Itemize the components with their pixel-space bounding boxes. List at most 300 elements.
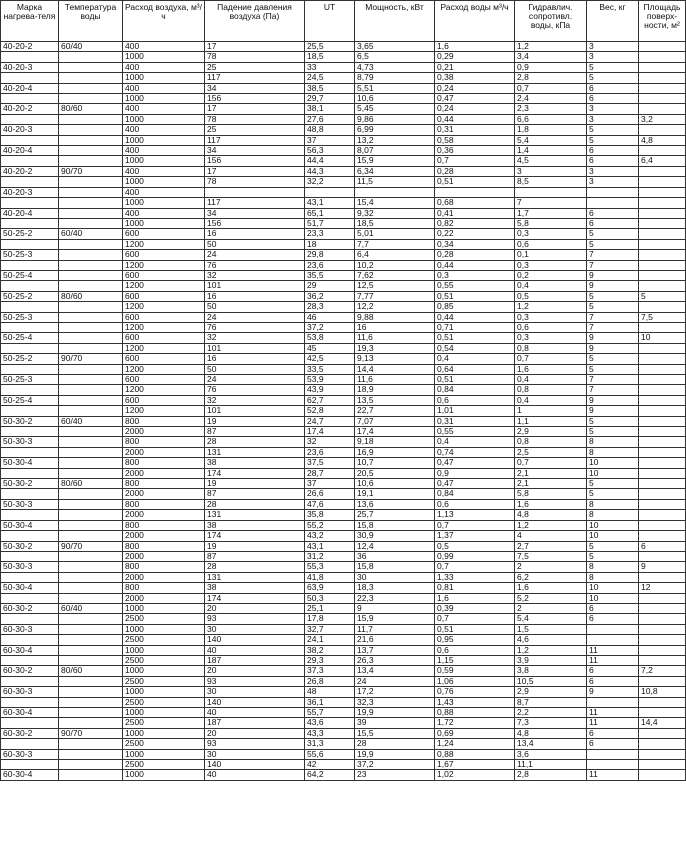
table-row <box>1 135 686 145</box>
cell-heater-model: 50-30-4 <box>1 583 59 593</box>
cell-power: 9,18 <box>355 437 435 447</box>
cell-water-flow: 0,6 <box>435 499 515 509</box>
cell-water-resistance: 0,4 <box>515 375 587 385</box>
table-row <box>1 416 686 426</box>
cell-water-resistance: 1,6 <box>515 583 587 593</box>
cell-air-flow: 1000 <box>123 218 205 228</box>
cell-water-flow: 0,4 <box>435 437 515 447</box>
cell-air-flow: 2000 <box>123 489 205 499</box>
cell-air-pressure-drop: 19 <box>205 416 305 426</box>
cell-heater-model <box>1 52 59 62</box>
cell-power: 16,9 <box>355 447 435 457</box>
cell-heater-model <box>1 302 59 312</box>
cell-power <box>355 187 435 197</box>
cell-power: 19,9 <box>355 708 435 718</box>
cell-power: 10,7 <box>355 458 435 468</box>
cell-ut: 27,6 <box>305 114 355 124</box>
cell-water-resistance: 2,9 <box>515 687 587 697</box>
cell-water-resistance: 1,2 <box>515 645 587 655</box>
table-row <box>1 718 686 728</box>
table-row <box>1 458 686 468</box>
cell-water-temperature <box>59 73 123 83</box>
cell-power: 9,32 <box>355 208 435 218</box>
cell-air-flow: 1000 <box>123 770 205 780</box>
cell-weight: 10 <box>587 583 639 593</box>
cell-weight: 5 <box>587 416 639 426</box>
header-ut: UT <box>305 1 355 42</box>
cell-weight: 5 <box>587 229 639 239</box>
cell-water-temperature <box>59 531 123 541</box>
cell-weight: 11 <box>587 770 639 780</box>
cell-ut: 23,3 <box>305 229 355 239</box>
cell-heater-model: 40-20-4 <box>1 146 59 156</box>
table-row <box>1 239 686 249</box>
cell-water-temperature <box>59 427 123 437</box>
cell-air-flow: 1200 <box>123 260 205 270</box>
cell-air-flow: 2500 <box>123 718 205 728</box>
cell-air-flow: 2500 <box>123 676 205 686</box>
cell-heater-model <box>1 94 59 104</box>
cell-power: 11,7 <box>355 624 435 634</box>
table-row <box>1 479 686 489</box>
cell-water-temperature <box>59 718 123 728</box>
cell-power: 7,62 <box>355 270 435 280</box>
cell-ut: 17,8 <box>305 614 355 624</box>
cell-power: 18,9 <box>355 385 435 395</box>
cell-water-resistance: 7,5 <box>515 551 587 561</box>
table-row <box>1 291 686 301</box>
cell-weight: 5 <box>587 135 639 145</box>
cell-power: 20,5 <box>355 468 435 478</box>
cell-water-temperature <box>59 333 123 343</box>
cell-air-pressure-drop: 140 <box>205 635 305 645</box>
cell-air-flow: 1000 <box>123 708 205 718</box>
cell-air-pressure-drop: 87 <box>205 551 305 561</box>
cell-weight <box>587 198 639 208</box>
cell-power: 7,07 <box>355 416 435 426</box>
cell-heater-model: 50-25-3 <box>1 250 59 260</box>
cell-water-resistance: 1 <box>515 406 587 416</box>
table-row <box>1 250 686 260</box>
cell-power: 3,65 <box>355 42 435 52</box>
cell-power: 19,1 <box>355 489 435 499</box>
cell-water-resistance: 5,2 <box>515 593 587 603</box>
cell-water-flow: 0,24 <box>435 104 515 114</box>
cell-power: 15,4 <box>355 198 435 208</box>
cell-air-pressure-drop: 16 <box>205 229 305 239</box>
cell-heater-model: 60-30-3 <box>1 687 59 697</box>
cell-air-pressure-drop: 25 <box>205 62 305 72</box>
cell-ut: 23,6 <box>305 447 355 457</box>
cell-weight: 3 <box>587 166 639 176</box>
cell-water-temperature: 90/70 <box>59 728 123 738</box>
cell-heater-model: 60-30-3 <box>1 624 59 634</box>
cell-weight: 6 <box>587 208 639 218</box>
cell-water-resistance: 0,8 <box>515 343 587 353</box>
cell-water-temperature <box>59 385 123 395</box>
cell-water-temperature <box>59 593 123 603</box>
cell-weight: 9 <box>587 270 639 280</box>
cell-heater-model <box>1 572 59 582</box>
cell-ut: 29,7 <box>305 94 355 104</box>
table-row <box>1 229 686 239</box>
cell-heater-model: 50-25-2 <box>1 354 59 364</box>
cell-heater-model <box>1 218 59 228</box>
cell-ut: 26,8 <box>305 676 355 686</box>
cell-water-flow: 0,95 <box>435 635 515 645</box>
cell-surface-area <box>639 260 686 270</box>
cell-air-pressure-drop: 34 <box>205 146 305 156</box>
cell-air-flow: 2500 <box>123 739 205 749</box>
cell-power: 15,9 <box>355 614 435 624</box>
cell-surface-area: 3,2 <box>639 114 686 124</box>
cell-ut: 43,1 <box>305 198 355 208</box>
table-row <box>1 354 686 364</box>
cell-surface-area <box>639 62 686 72</box>
cell-air-pressure-drop: 131 <box>205 510 305 520</box>
cell-ut: 44,3 <box>305 166 355 176</box>
cell-water-flow: 0,41 <box>435 208 515 218</box>
cell-heater-model <box>1 73 59 83</box>
cell-surface-area <box>639 125 686 135</box>
cell-heater-model: 50-30-2 <box>1 416 59 426</box>
table-row <box>1 708 686 718</box>
cell-weight <box>587 697 639 707</box>
cell-air-pressure-drop: 131 <box>205 447 305 457</box>
cell-surface-area: 6 <box>639 541 686 551</box>
cell-ut: 32 <box>305 437 355 447</box>
cell-surface-area <box>639 187 686 197</box>
cell-ut: 44,4 <box>305 156 355 166</box>
cell-surface-area <box>639 343 686 353</box>
cell-surface-area <box>639 218 686 228</box>
table-row <box>1 614 686 624</box>
cell-power: 10,6 <box>355 94 435 104</box>
cell-power: 23 <box>355 770 435 780</box>
cell-air-pressure-drop: 50 <box>205 364 305 374</box>
cell-water-temperature <box>59 312 123 322</box>
cell-water-temperature <box>59 572 123 582</box>
cell-water-resistance: 0,1 <box>515 250 587 260</box>
cell-power: 13,5 <box>355 395 435 405</box>
cell-heater-model: 50-25-2 <box>1 229 59 239</box>
cell-power: 11,5 <box>355 177 435 187</box>
cell-power: 6,5 <box>355 52 435 62</box>
cell-air-pressure-drop: 17 <box>205 42 305 52</box>
cell-power: 15,9 <box>355 156 435 166</box>
cell-heater-model: 40-20-3 <box>1 125 59 135</box>
cell-heater-model <box>1 447 59 457</box>
cell-power: 19,9 <box>355 749 435 759</box>
cell-water-flow: 0,31 <box>435 125 515 135</box>
cell-air-flow: 800 <box>123 520 205 530</box>
cell-water-flow: 0,6 <box>435 645 515 655</box>
table-row <box>1 270 686 280</box>
cell-water-resistance: 6,2 <box>515 572 587 582</box>
cell-water-resistance: 0,3 <box>515 229 587 239</box>
table-row <box>1 177 686 187</box>
cell-weight: 5 <box>587 73 639 83</box>
cell-weight: 10 <box>587 458 639 468</box>
table-row <box>1 198 686 208</box>
cell-water-flow: 1,43 <box>435 697 515 707</box>
cell-air-pressure-drop: 156 <box>205 156 305 166</box>
cell-weight: 7 <box>587 250 639 260</box>
cell-power: 22,3 <box>355 593 435 603</box>
cell-water-flow: 0,84 <box>435 489 515 499</box>
cell-water-temperature <box>59 135 123 145</box>
cell-water-temperature <box>59 624 123 634</box>
cell-air-flow: 600 <box>123 395 205 405</box>
cell-ut: 36,1 <box>305 697 355 707</box>
cell-water-temperature <box>59 395 123 405</box>
cell-air-pressure-drop: 30 <box>205 687 305 697</box>
cell-surface-area <box>639 385 686 395</box>
cell-water-flow: 1,67 <box>435 760 515 770</box>
cell-surface-area: 5 <box>639 291 686 301</box>
cell-water-temperature <box>59 760 123 770</box>
cell-air-flow: 1000 <box>123 687 205 697</box>
cell-water-temperature <box>59 447 123 457</box>
cell-air-flow: 1200 <box>123 322 205 332</box>
cell-weight: 5 <box>587 62 639 72</box>
cell-water-resistance: 2 <box>515 603 587 613</box>
table-row <box>1 208 686 218</box>
cell-water-resistance: 0,9 <box>515 62 587 72</box>
cell-air-pressure-drop: 34 <box>205 83 305 93</box>
cell-power: 14,4 <box>355 364 435 374</box>
cell-weight: 5 <box>587 541 639 551</box>
cell-air-flow: 1000 <box>123 645 205 655</box>
cell-ut: 48 <box>305 687 355 697</box>
cell-water-temperature <box>59 322 123 332</box>
table-row <box>1 655 686 665</box>
cell-water-temperature <box>59 687 123 697</box>
cell-weight: 5 <box>587 239 639 249</box>
table-row <box>1 437 686 447</box>
cell-water-flow: 0,28 <box>435 166 515 176</box>
cell-water-temperature: 90/70 <box>59 541 123 551</box>
cell-surface-area: 10,8 <box>639 687 686 697</box>
cell-water-flow: 0,34 <box>435 239 515 249</box>
cell-ut <box>305 187 355 197</box>
cell-air-flow: 1200 <box>123 343 205 353</box>
cell-weight: 10 <box>587 520 639 530</box>
cell-water-resistance: 5,4 <box>515 614 587 624</box>
cell-surface-area <box>639 166 686 176</box>
cell-water-resistance: 2,8 <box>515 770 587 780</box>
cell-ut: 56,3 <box>305 146 355 156</box>
cell-air-pressure-drop: 40 <box>205 708 305 718</box>
cell-air-pressure-drop: 16 <box>205 291 305 301</box>
cell-air-pressure-drop: 16 <box>205 354 305 364</box>
cell-heater-model <box>1 697 59 707</box>
header-surface-area: Площадь поверх-ности, м² <box>639 1 686 42</box>
cell-heater-model: 60-30-3 <box>1 749 59 759</box>
cell-water-flow: 0,51 <box>435 333 515 343</box>
cell-air-flow: 400 <box>123 166 205 176</box>
cell-water-resistance: 4,8 <box>515 728 587 738</box>
cell-weight: 5 <box>587 489 639 499</box>
cell-power: 13,2 <box>355 135 435 145</box>
cell-water-resistance: 5,8 <box>515 218 587 228</box>
table-row <box>1 406 686 416</box>
cell-air-pressure-drop: 140 <box>205 760 305 770</box>
cell-ut: 26,6 <box>305 489 355 499</box>
cell-surface-area: 12 <box>639 583 686 593</box>
cell-water-flow: 1,72 <box>435 718 515 728</box>
cell-heater-model <box>1 177 59 187</box>
cell-water-resistance: 1,2 <box>515 42 587 52</box>
cell-water-resistance: 0,7 <box>515 458 587 468</box>
cell-heater-model <box>1 510 59 520</box>
cell-heater-model: 40-20-2 <box>1 42 59 52</box>
cell-water-flow: 0,7 <box>435 520 515 530</box>
cell-weight: 8 <box>587 562 639 572</box>
cell-surface-area: 9 <box>639 562 686 572</box>
cell-water-temperature <box>59 83 123 93</box>
cell-ut: 55,2 <box>305 520 355 530</box>
cell-water-temperature: 60/40 <box>59 42 123 52</box>
cell-water-temperature: 60/40 <box>59 416 123 426</box>
cell-surface-area <box>639 635 686 645</box>
cell-surface-area <box>639 479 686 489</box>
cell-water-temperature <box>59 156 123 166</box>
cell-air-pressure-drop: 174 <box>205 593 305 603</box>
cell-heater-model <box>1 655 59 665</box>
cell-heater-model: 40-20-3 <box>1 187 59 197</box>
table-row <box>1 499 686 509</box>
cell-air-flow: 1200 <box>123 406 205 416</box>
cell-heater-model <box>1 239 59 249</box>
cell-air-pressure-drop: 40 <box>205 645 305 655</box>
cell-ut: 37,2 <box>305 322 355 332</box>
cell-power: 11,6 <box>355 333 435 343</box>
cell-water-flow: 0,44 <box>435 260 515 270</box>
cell-water-resistance: 13,4 <box>515 739 587 749</box>
cell-air-flow: 1200 <box>123 385 205 395</box>
cell-surface-area <box>639 739 686 749</box>
cell-air-flow: 1000 <box>123 52 205 62</box>
cell-heater-model: 60-30-4 <box>1 708 59 718</box>
cell-surface-area <box>639 302 686 312</box>
cell-air-flow: 2500 <box>123 697 205 707</box>
cell-ut: 43,6 <box>305 718 355 728</box>
cell-ut: 18 <box>305 239 355 249</box>
cell-power: 9,88 <box>355 312 435 322</box>
cell-air-pressure-drop: 187 <box>205 718 305 728</box>
cell-heater-model <box>1 614 59 624</box>
table-row <box>1 531 686 541</box>
cell-power: 10,6 <box>355 479 435 489</box>
cell-water-temperature <box>59 739 123 749</box>
cell-power: 21,6 <box>355 635 435 645</box>
cell-air-flow: 1000 <box>123 114 205 124</box>
cell-surface-area: 7,2 <box>639 666 686 676</box>
cell-water-resistance: 2,2 <box>515 708 587 718</box>
cell-power: 18,3 <box>355 583 435 593</box>
cell-air-pressure-drop: 30 <box>205 624 305 634</box>
cell-surface-area <box>639 375 686 385</box>
cell-surface-area <box>639 364 686 374</box>
cell-weight: 5 <box>587 302 639 312</box>
cell-air-pressure-drop: 87 <box>205 489 305 499</box>
cell-water-flow: 0,9 <box>435 468 515 478</box>
cell-heater-model: 50-25-4 <box>1 270 59 280</box>
cell-water-flow: 0,54 <box>435 343 515 353</box>
cell-ut: 42 <box>305 760 355 770</box>
cell-water-temperature: 80/60 <box>59 666 123 676</box>
cell-weight: 8 <box>587 510 639 520</box>
cell-ut: 43,1 <box>305 541 355 551</box>
cell-water-temperature <box>59 250 123 260</box>
table-row <box>1 302 686 312</box>
cell-weight: 6 <box>587 83 639 93</box>
cell-ut: 25,1 <box>305 603 355 613</box>
cell-ut: 41,8 <box>305 572 355 582</box>
cell-water-flow: 0,74 <box>435 447 515 457</box>
cell-surface-area <box>639 510 686 520</box>
cell-surface-area <box>639 728 686 738</box>
cell-power: 39 <box>355 718 435 728</box>
cell-air-flow: 2500 <box>123 614 205 624</box>
cell-water-temperature: 80/60 <box>59 104 123 114</box>
cell-weight: 6 <box>587 603 639 613</box>
cell-water-resistance: 0,3 <box>515 312 587 322</box>
cell-air-pressure-drop: 32 <box>205 333 305 343</box>
cell-surface-area <box>639 42 686 52</box>
cell-ut: 33,5 <box>305 364 355 374</box>
cell-water-temperature <box>59 208 123 218</box>
cell-power: 12,4 <box>355 541 435 551</box>
cell-water-flow: 0,58 <box>435 135 515 145</box>
cell-water-temperature <box>59 458 123 468</box>
cell-water-flow: 0,59 <box>435 666 515 676</box>
cell-water-flow: 0,38 <box>435 73 515 83</box>
cell-water-resistance: 0,2 <box>515 270 587 280</box>
cell-water-resistance: 0,7 <box>515 83 587 93</box>
table-row <box>1 447 686 457</box>
cell-air-flow: 800 <box>123 437 205 447</box>
cell-water-resistance: 3,9 <box>515 655 587 665</box>
cell-surface-area <box>639 322 686 332</box>
cell-water-temperature <box>59 406 123 416</box>
cell-surface-area: 6,4 <box>639 156 686 166</box>
cell-weight: 6 <box>587 739 639 749</box>
cell-water-temperature <box>59 114 123 124</box>
cell-air-flow: 1000 <box>123 94 205 104</box>
cell-water-resistance: 1,7 <box>515 208 587 218</box>
cell-air-pressure-drop: 20 <box>205 666 305 676</box>
cell-air-flow: 600 <box>123 291 205 301</box>
cell-power: 9 <box>355 603 435 613</box>
cell-ut: 31,3 <box>305 739 355 749</box>
cell-ut: 17,4 <box>305 427 355 437</box>
cell-air-flow: 400 <box>123 42 205 52</box>
cell-air-pressure-drop: 24 <box>205 312 305 322</box>
table-row <box>1 510 686 520</box>
cell-power: 15,8 <box>355 562 435 572</box>
cell-weight <box>587 760 639 770</box>
cell-air-pressure-drop: 76 <box>205 260 305 270</box>
cell-weight: 6 <box>587 614 639 624</box>
cell-water-flow: 0,76 <box>435 687 515 697</box>
table-row <box>1 760 686 770</box>
cell-water-flow: 1,37 <box>435 531 515 541</box>
cell-heater-model <box>1 281 59 291</box>
cell-power: 17,2 <box>355 687 435 697</box>
cell-surface-area <box>639 551 686 561</box>
